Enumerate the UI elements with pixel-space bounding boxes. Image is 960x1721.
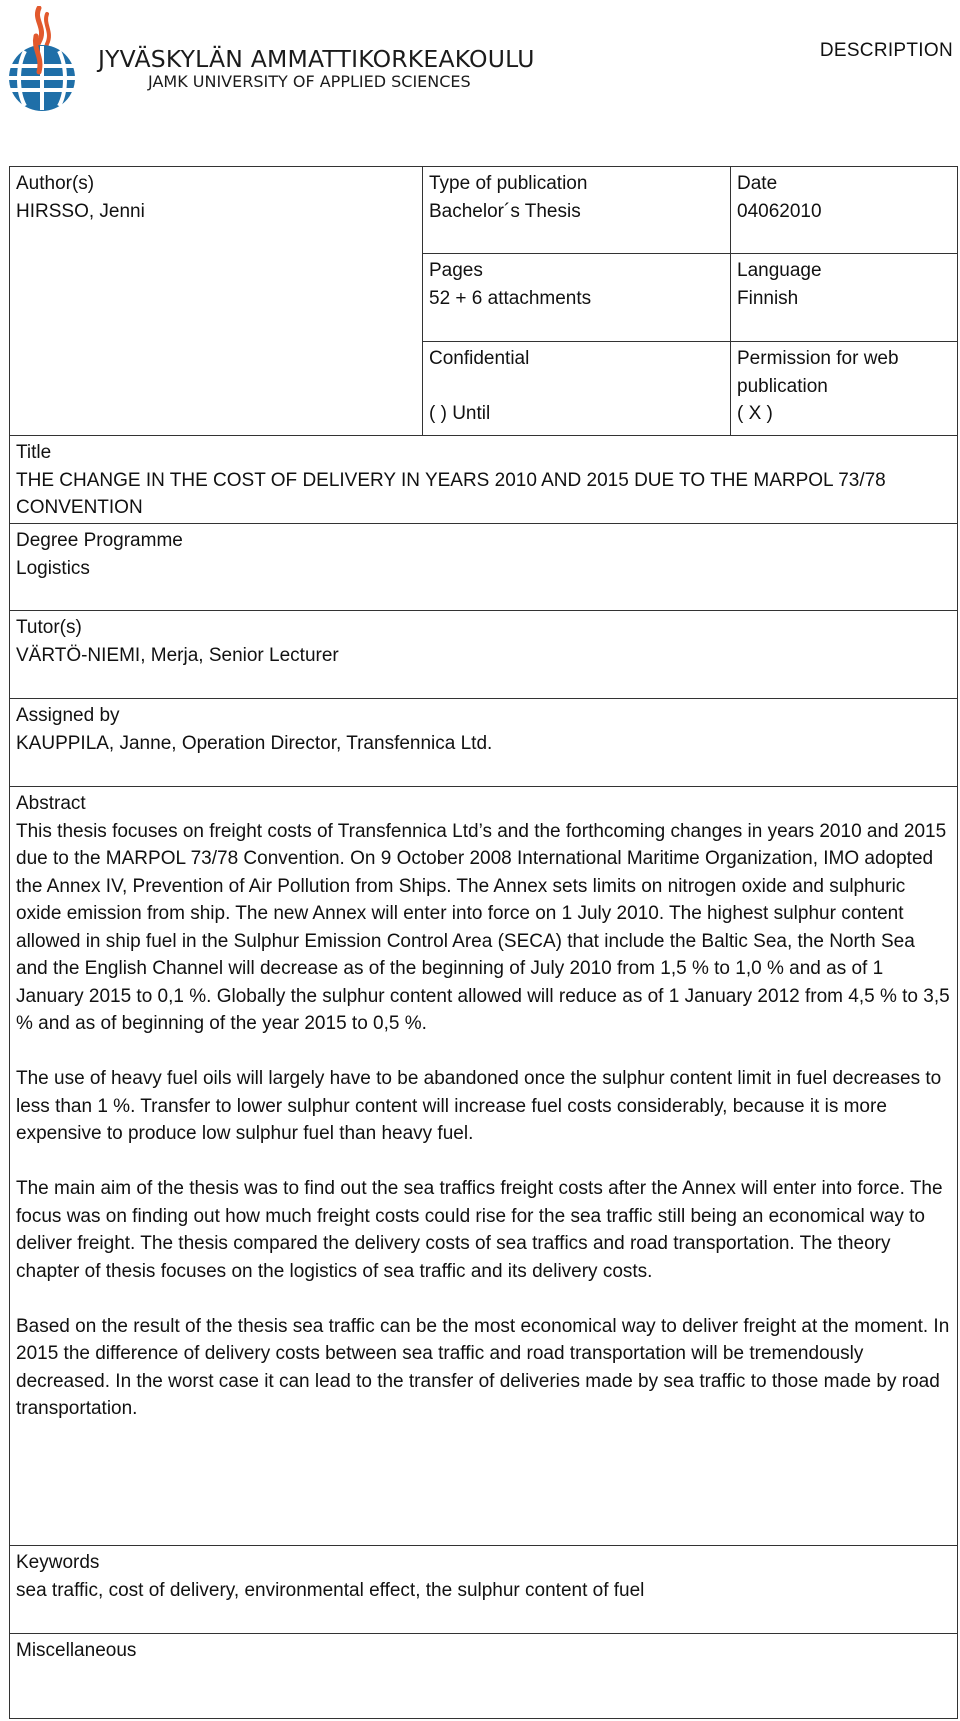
abstract-paragraph: The use of heavy fuel oils will largely have to be abandoned once the sulphur content limit in fuel decreases to less than 1 %. Transfer to lower sulphur content will increase fuel costs considerably, because it is more expensive to produce low sulphur fuel than heavy fuel. (16, 1068, 942, 1144)
author-cell (10, 167, 423, 436)
abstract-paragraph: Based on the result of the thesis sea traffic can be the most economical way to deliver freight at the moment. In 2015 the difference of delivery costs between sea traffic and road transportation will be tremendously decreased. In the worst case it can lead to the transfer of deliveries made by sea traffic to those made by road transportation. (16, 1315, 950, 1419)
assigned-by-value: KAUPPILA, Janne, Operation Director, Transfennica Ltd. (16, 732, 493, 754)
web-permission-cell (731, 342, 957, 436)
pages-label: Pages (429, 260, 483, 281)
date-label: Date (737, 173, 778, 194)
language-label: Language (737, 260, 822, 281)
abstract-paragraph: This thesis focuses on freight costs of Transfennica Ltd’s and the forthcoming changes in years 2010 and 2015 due to the MARPOL 73/78 Convention. On 9 October 2008 International Maritime Organization, IMO adopted the Annex IV, Prevention of Air Pollution from Ships. The Annex sets limits on nitrogen oxide and sulphuric oxide emission from ship. The new Annex will enter into force on 1 July 2010. The highest sulphur content allowed in ship fuel in the Sulphur Emission Control Area (SECA) that include the Baltic Sea, the North Sea and the English Channel will decrease as of the beginning of July 2010 from 1,5 % to 1,0 % and as of 1 January 2015 to 0,1 %. Globally the sulphur content allowed will reduce as of 1 January 2012 from 4,5 % to 3,5 % and as of beginning of the year 2015 to 0,5 %. (16, 820, 950, 1034)
keywords-value: sea traffic, cost of delivery, environmental effect, the sulphur content of fuel (16, 1579, 645, 1601)
confidential-value: ( ) Until (429, 403, 491, 424)
author-value: HIRSSO, Jenni (16, 200, 145, 222)
tutors-label: Tutor(s) (16, 617, 82, 638)
tutors-cell (10, 611, 957, 699)
document-type: DESCRIPTION (819, 40, 953, 61)
web-permission-value: ( X ) (737, 403, 773, 424)
jamk-logo-emblem-icon (3, 6, 81, 114)
date-value: 04062010 (737, 200, 822, 222)
assigned-by-cell (10, 699, 957, 787)
language-value: Finnish (737, 287, 799, 309)
tutors-value: VÄRTÖ-NIEMI, Merja, Senior Lecturer (16, 644, 339, 666)
misc-cell (10, 1634, 957, 1718)
pages-cell (423, 254, 731, 342)
abstract-cell (10, 787, 957, 1546)
confidential-label: Confidential (429, 348, 530, 369)
institution-name-fi: JYVÄSKYLÄN AMMATTIKORKEAKOULU (98, 45, 535, 73)
degree-label: Degree Programme (16, 530, 183, 551)
abstract-body (16, 818, 951, 1423)
description-form (9, 166, 958, 1719)
keywords-label: Keywords (16, 1552, 100, 1573)
date-cell (731, 167, 957, 254)
publication-type-value: Bachelor´s Thesis (429, 200, 581, 222)
publication-type-label: Type of publication (429, 173, 588, 194)
pages-value: 52 + 6 attachments (429, 287, 592, 309)
institution-name-en: JAMK UNIVERSITY OF APPLIED SCIENCES (148, 72, 471, 91)
web-permission-label: Permission for web publication (737, 348, 899, 397)
degree-value: Logistics (16, 557, 90, 579)
keywords-cell (10, 1546, 957, 1634)
misc-label: Miscellaneous (16, 1640, 137, 1661)
abstract-paragraph: The main aim of the thesis was to find out the sea traffics freight costs after the Annex will enter into force. The focus was on finding out how much freight costs could rise for the sea traffic still being an economical way to deliver freight. The thesis compared the delivery costs of sea traffics and road transportation. The theory chapter of thesis focuses on the logistics of sea traffic and its delivery costs. (16, 1178, 943, 1282)
author-label: Author(s) (16, 173, 95, 194)
title-label: Title (16, 442, 52, 463)
publication-type-cell (423, 167, 731, 254)
title-value: THE CHANGE IN THE COST OF DELIVERY IN YEARS 2010 AND 2015 DUE TO THE MARPOL 73/78 CONVENTION (16, 469, 886, 518)
page-header (0, 0, 960, 130)
title-cell (10, 436, 957, 524)
abstract-label: Abstract (16, 793, 86, 814)
confidential-cell (423, 342, 731, 436)
institution-name (98, 46, 535, 92)
language-cell (731, 254, 957, 342)
degree-cell (10, 524, 957, 611)
assigned-by-label: Assigned by (16, 705, 120, 726)
